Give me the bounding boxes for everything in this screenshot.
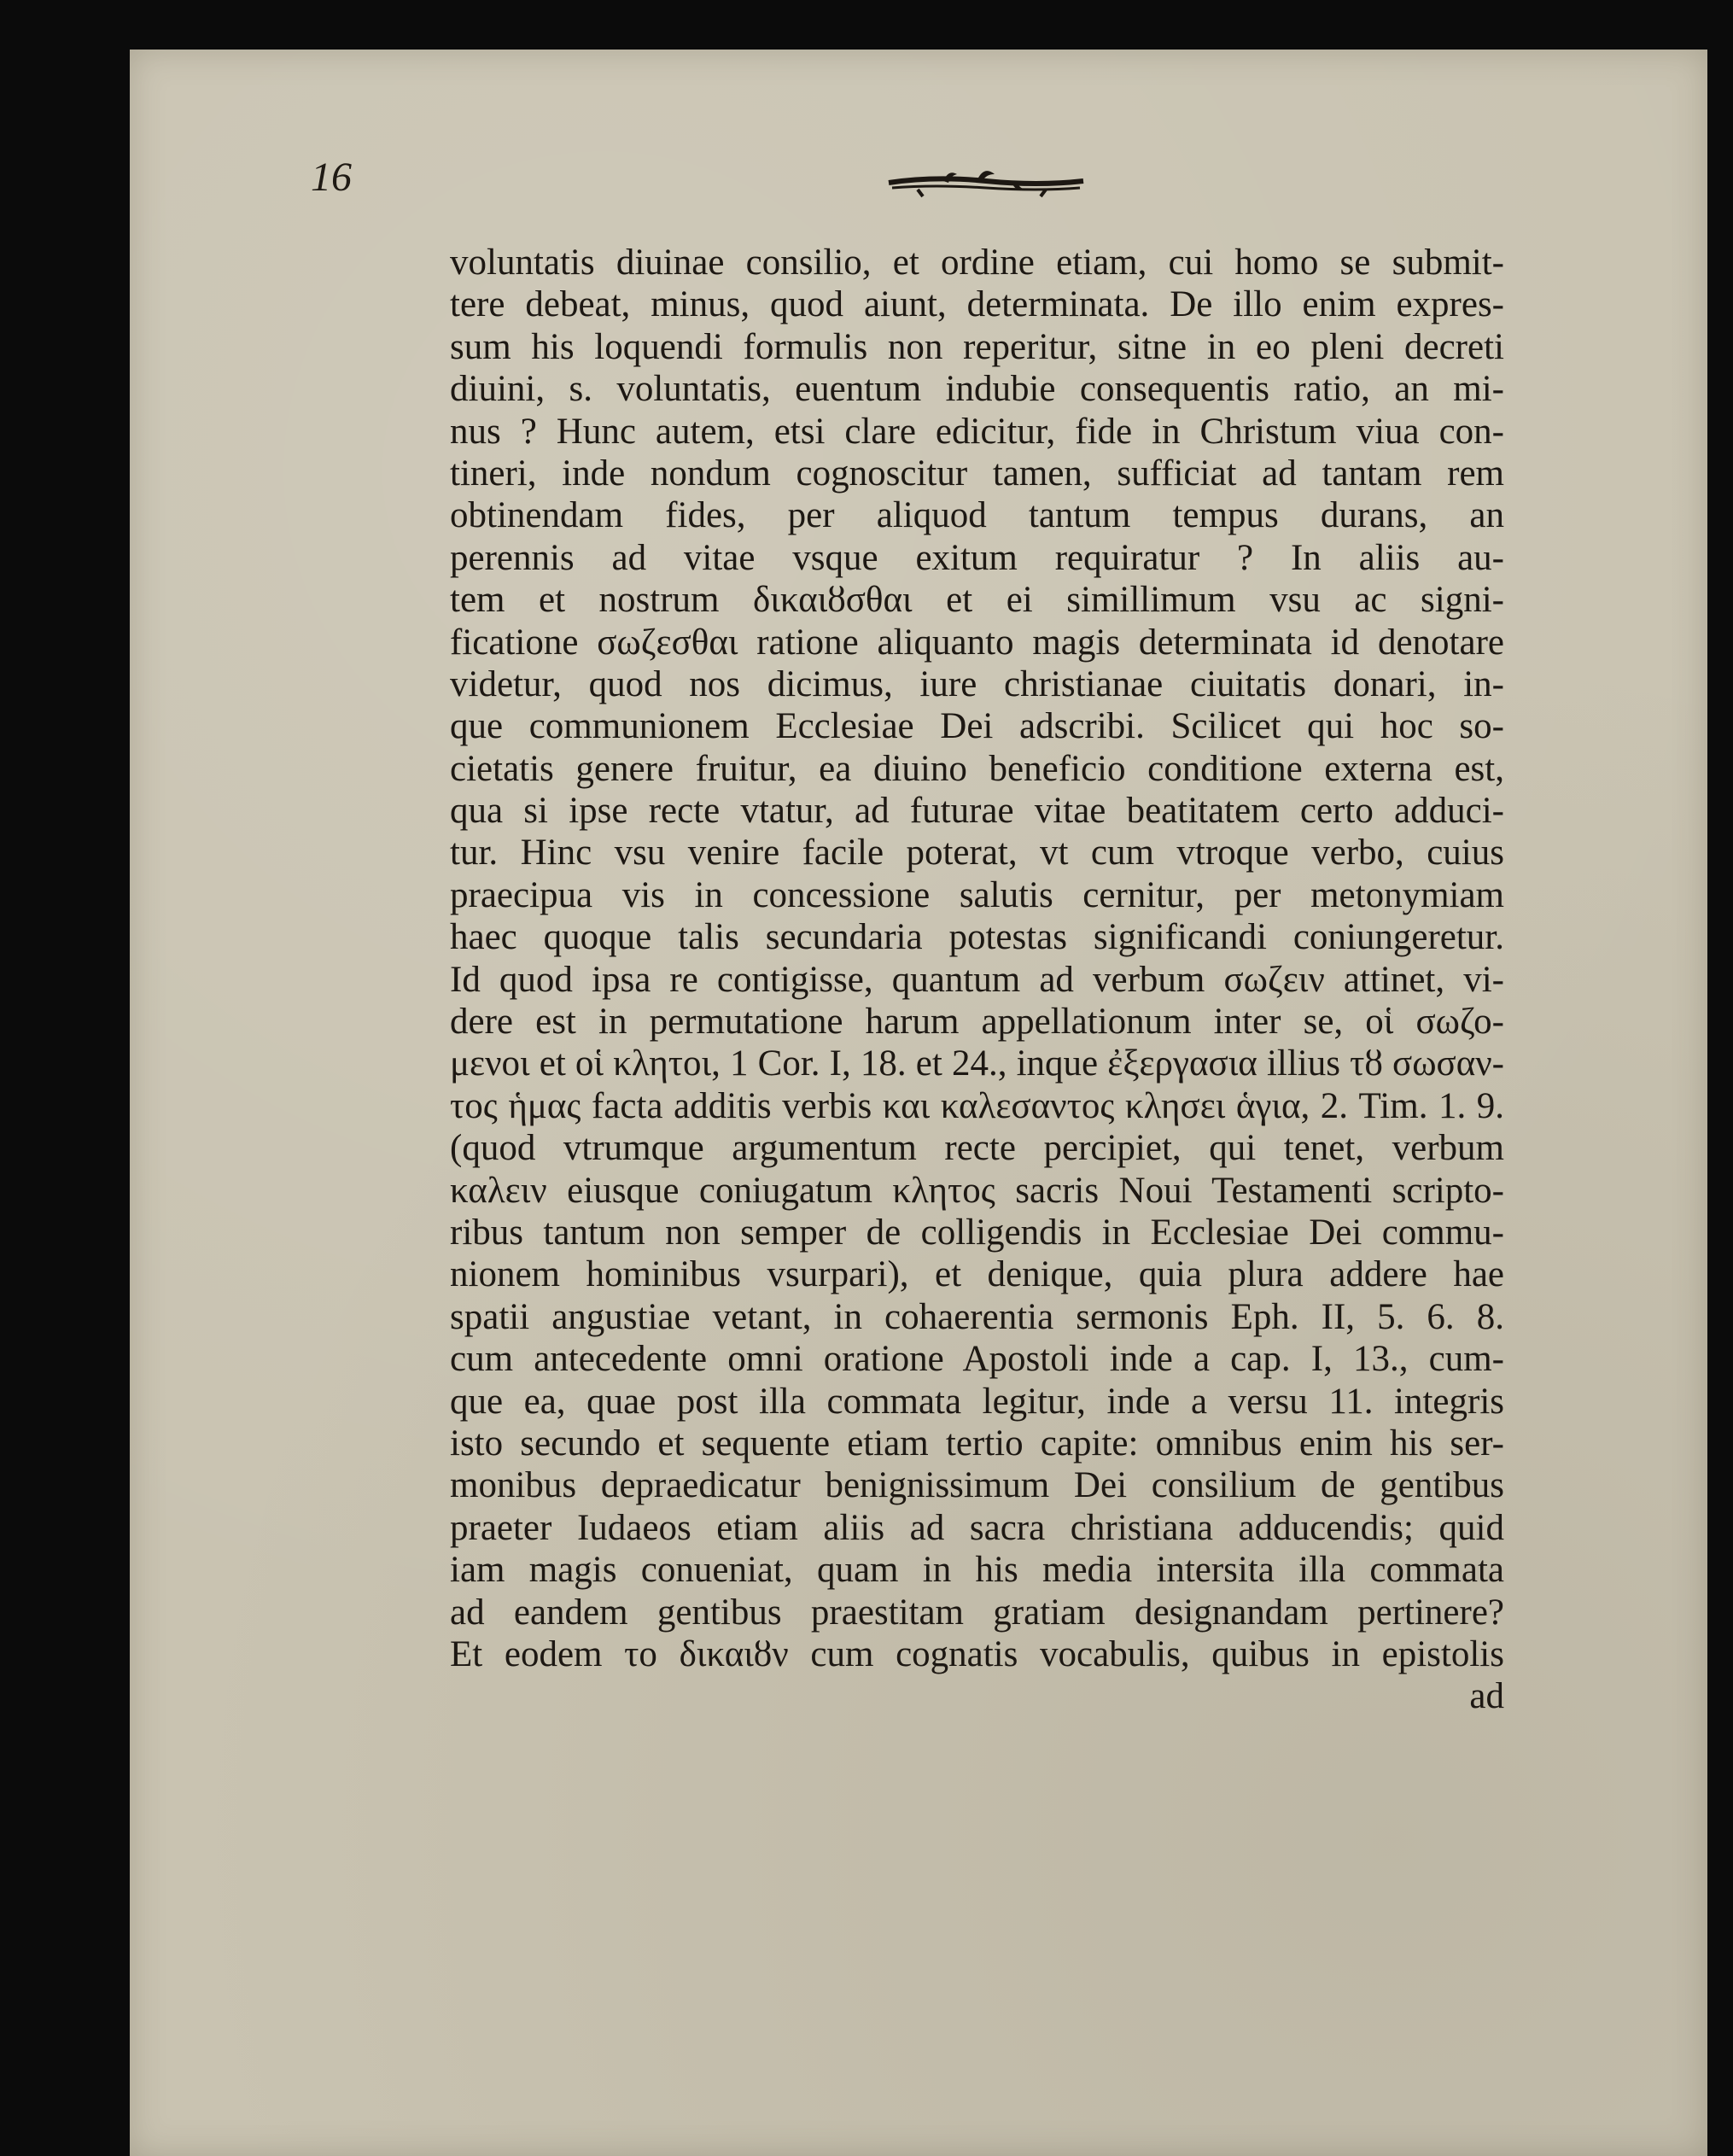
text-line: Id quod ipsa re contigisse, quantum ad verbum σωζειν attinet, vi- [450,959,1504,1000]
text-line: monibus depraedicatur benignissimum Dei consilium de gentibus [450,1465,1504,1506]
text-line: μενοι et οἱ κλητοι, 1 Cor. I, 18. et 24., inque ἐξεργασια illius τȣ σωσαν- [450,1043,1504,1084]
text-line: perennis ad vitae vsque exitum requiratur ? In aliis au- [450,537,1504,578]
text-line: isto secundo et sequente etiam tertio capite: omnibus enim his ser- [450,1423,1504,1464]
text-line: haec quoque talis secundaria potestas significandi coniungeretur. [450,917,1504,958]
text-line: videtur, quod nos dicimus, iure christianae ciuitatis donari, in- [450,663,1504,704]
text-line: cietatis genere fruitur, ea diuino beneficio conditione externa est, [450,748,1504,789]
catchword: ad [1469,1676,1504,1717]
text-line: praecipua vis in concessione salutis cernitur, per metonymiam [450,874,1504,915]
text-line: voluntatis diuinae consilio, et ordine etiam, cui homo se submit- [450,242,1504,283]
text-line: ficatione σωζεσθαι ratione aliquanto magis determinata id denotare [450,622,1504,663]
text-line: que ea, quae post illa commata legitur, inde a versu 11. integris [450,1381,1504,1422]
text-line: qua si ipse recte vtatur, ad futurae vitae beatitatem certo adduci- [450,791,1504,832]
text-line: tem et nostrum δικαιȣσθαι et ei simillimum vsu ac signi- [450,580,1504,621]
text-line: nionem hominibus vsurpari), et denique, quia plura addere hae [450,1254,1504,1295]
text-line: (quod vtrumque argumentum recte percipiet, qui tenet, verbum [450,1128,1504,1169]
text-line: tur. Hinc vsu venire facile poterat, vt cum vtroque verbo, cuius [450,833,1504,874]
text-line: cum antecedente omni oratione Apostoli inde a cap. I, 13., cum- [450,1339,1504,1380]
text-line: tineri, inde nondum cognoscitur tamen, sufficiat ad tantam rem [450,453,1504,494]
text-line: que communionem Ecclesiae Dei adscribi. Scilicet qui hoc so- [450,706,1504,747]
text-line: dere est in permutatione harum appellationum inter se, οἱ σωζο- [450,1002,1504,1043]
text-line: spatii angustiae vetant, in cohaerentia sermonis Eph. II, 5. 6. 8. [450,1296,1504,1337]
text-line: nus ? Hunc autem, etsi clare edicitur, fide in Christum viua con- [450,411,1504,452]
page-number: 16 [311,155,352,200]
text-line: sum his loquendi formulis non reperitur, sitne in eo pleni decreti [450,326,1504,367]
text-line: τος ἡμας facta additis verbis και καλεσαντος κλησει ἁγια, 2. Tim. 1. 9. [450,1085,1504,1126]
text-line: tere debeat, minus, quod aiunt, determinata. De illo enim expres- [450,284,1504,325]
text-line: καλειν eiusque coniugatum κλητος sacris Noui Testamenti scripto- [450,1170,1504,1211]
text-line: iam magis conueniat, quam in his media intersita illa commata [450,1550,1504,1591]
text-line: diuini, s. voluntatis, euentum indubie consequentis ratio, an mi- [450,369,1504,410]
body-text [450,242,1504,1718]
text-line: ribus tantum non semper de colligendis in Ecclesiae Dei commu- [450,1212,1504,1253]
text-line: praeter Iudaeos etiam aliis ad sacra christiana adducendis; quid [450,1507,1504,1548]
text-line: Et eodem το δικαιȣν cum cognatis vocabulis, quibus in epistolis [450,1633,1504,1674]
text-line: ad eandem gentibus praestitam gratiam designandam pertinere? [450,1592,1504,1633]
ornament-icon [884,162,1088,203]
text-line: obtinendam fides, per aliquod tantum tempus durans, an [450,495,1504,536]
